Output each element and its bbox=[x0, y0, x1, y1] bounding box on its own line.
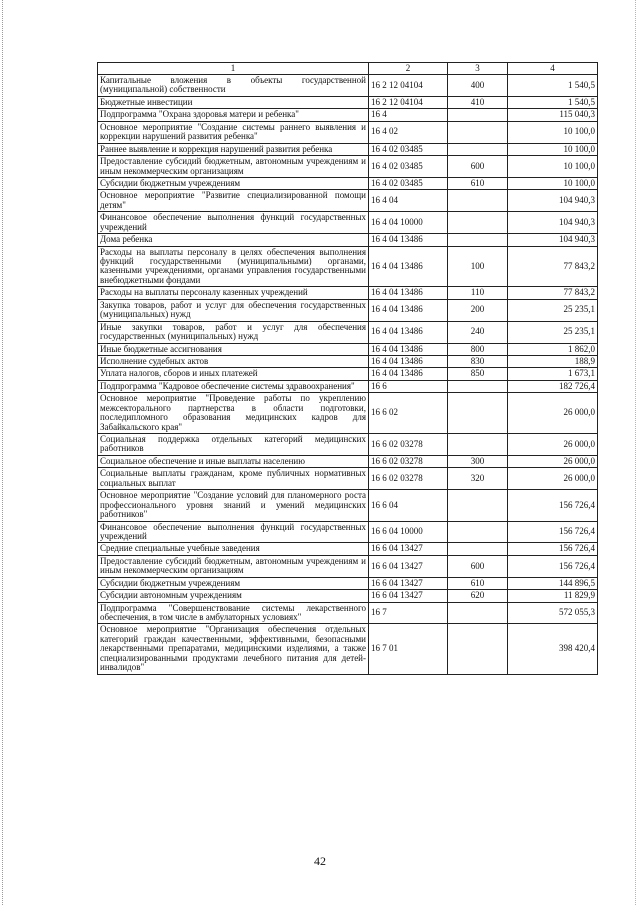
row-name: Расходы на выплаты персоналу в целях обеспечения выполнения функций государственными (муниципальными) органами, казенными учреждениями, органами управления государственными внебюджетными фондами bbox=[98, 246, 369, 287]
row-expense-type bbox=[448, 234, 508, 246]
row-expense-type bbox=[448, 624, 508, 674]
table-row bbox=[98, 543, 598, 555]
table-header-row bbox=[98, 63, 598, 75]
row-amount: 156 726,4 bbox=[508, 555, 598, 577]
row-amount: 10 100,0 bbox=[508, 121, 598, 143]
table-row bbox=[98, 109, 598, 121]
row-amount: 25 235,1 bbox=[508, 299, 598, 321]
budget-table bbox=[97, 62, 598, 675]
table-row bbox=[98, 246, 598, 287]
row-expense-type: 400 bbox=[448, 75, 508, 97]
row-expense-type: 610 bbox=[448, 177, 508, 189]
row-name: Уплата налогов, сборов и иных платежей bbox=[98, 368, 369, 380]
row-target-code: 16 4 02 03485 bbox=[369, 177, 448, 189]
row-name: Исполнение судебных актов bbox=[98, 355, 369, 367]
row-name: Субсидии автономным учреждениям bbox=[98, 590, 369, 602]
row-target-code: 16 4 02 03485 bbox=[369, 143, 448, 155]
row-target-code: 16 4 04 13486 bbox=[369, 368, 448, 380]
row-name: Закупка товаров, работ и услуг для обеспечения государственных (муниципальных) нужд bbox=[98, 299, 369, 321]
row-amount: 26 000,0 bbox=[508, 455, 598, 467]
table-row bbox=[98, 624, 598, 674]
page-number: 42 bbox=[314, 854, 326, 868]
row-name: Основное мероприятие "Организация обеспечения отдельных категорий граждан качественными, эффективными, безопасными лекарственными препаратами, медицинскими изделиями, а также специализированными продуктами лечебного питания для детей-инвалидов" bbox=[98, 624, 369, 674]
table-body bbox=[98, 75, 598, 675]
table-row bbox=[98, 590, 598, 602]
row-amount: 1 673,1 bbox=[508, 368, 598, 380]
row-target-code: 16 4 04 13486 bbox=[369, 287, 448, 299]
table-row bbox=[98, 368, 598, 380]
row-name: Основное мероприятие "Развитие специализированной помощи детям" bbox=[98, 190, 369, 212]
row-target-code: 16 4 04 13486 bbox=[369, 355, 448, 367]
table-row bbox=[98, 190, 598, 212]
row-expense-type bbox=[448, 393, 508, 434]
row-amount: 156 726,4 bbox=[508, 543, 598, 555]
row-name: Дома ребенка bbox=[98, 234, 369, 246]
row-name: Бюджетные инвестиции bbox=[98, 96, 369, 108]
row-name: Финансовое обеспечение выполнения функций государственных учреждений bbox=[98, 212, 369, 234]
col-header-code: 2 bbox=[369, 63, 448, 75]
row-amount: 1 862,0 bbox=[508, 343, 598, 355]
row-name: Социальные выплаты гражданам, кроме публичных нормативных социальных выплат bbox=[98, 468, 369, 490]
row-name: Расходы на выплаты персоналу казенных учреждений bbox=[98, 287, 369, 299]
row-name: Иные закупки товаров, работ и услуг для обеспечения государственных (муниципальных) нужд bbox=[98, 321, 369, 343]
row-target-code: 16 6 04 bbox=[369, 490, 448, 521]
table-row bbox=[98, 490, 598, 521]
row-target-code: 16 4 04 13486 bbox=[369, 234, 448, 246]
row-amount: 182 726,4 bbox=[508, 380, 598, 392]
row-name: Подпрограмма "Кадровое обеспечение системы здравоохранения" bbox=[98, 380, 369, 392]
table-row bbox=[98, 96, 598, 108]
row-target-code: 16 6 04 10000 bbox=[369, 521, 448, 543]
row-expense-type: 110 bbox=[448, 287, 508, 299]
row-expense-type: 410 bbox=[448, 96, 508, 108]
row-name: Предоставление субсидий бюджетным, автономным учреждениям и иным некоммерческим организациям bbox=[98, 555, 369, 577]
scan-edge-right bbox=[635, 0, 637, 905]
row-target-code: 16 4 02 03485 bbox=[369, 156, 448, 178]
row-expense-type: 200 bbox=[448, 299, 508, 321]
table-row bbox=[98, 143, 598, 155]
row-target-code: 16 6 02 03278 bbox=[369, 455, 448, 467]
row-expense-type: 620 bbox=[448, 590, 508, 602]
row-expense-type bbox=[448, 380, 508, 392]
row-name: Социальное обеспечение и иные выплаты населению bbox=[98, 455, 369, 467]
row-amount: 26 000,0 bbox=[508, 393, 598, 434]
row-amount: 26 000,0 bbox=[508, 468, 598, 490]
row-expense-type: 830 bbox=[448, 355, 508, 367]
table-row bbox=[98, 121, 598, 143]
row-amount: 25 235,1 bbox=[508, 321, 598, 343]
row-expense-type: 600 bbox=[448, 555, 508, 577]
row-target-code: 16 4 04 13486 bbox=[369, 246, 448, 287]
row-amount: 1 540,5 bbox=[508, 96, 598, 108]
row-target-code: 16 6 04 13427 bbox=[369, 590, 448, 602]
row-name: Субсидии бюджетным учреждениям bbox=[98, 177, 369, 189]
row-target-code: 16 7 bbox=[369, 602, 448, 624]
table-row bbox=[98, 602, 598, 624]
row-expense-type bbox=[448, 190, 508, 212]
row-expense-type: 600 bbox=[448, 156, 508, 178]
row-name: Капитальные вложения в объекты государственной (муниципальной) собственности bbox=[98, 75, 369, 97]
row-expense-type: 300 bbox=[448, 455, 508, 467]
row-name: Средние специальные учебные заведения bbox=[98, 543, 369, 555]
row-name: Подпрограмма "Охрана здоровья матери и ребенка" bbox=[98, 109, 369, 121]
row-target-code: 16 6 02 bbox=[369, 393, 448, 434]
row-expense-type: 320 bbox=[448, 468, 508, 490]
row-target-code: 16 4 02 bbox=[369, 121, 448, 143]
row-amount: 156 726,4 bbox=[508, 521, 598, 543]
row-target-code: 16 6 04 13427 bbox=[369, 577, 448, 589]
row-amount: 104 940,3 bbox=[508, 234, 598, 246]
row-amount: 77 843,2 bbox=[508, 246, 598, 287]
row-name: Иные бюджетные ассигнования bbox=[98, 343, 369, 355]
table-row bbox=[98, 321, 598, 343]
row-expense-type bbox=[448, 521, 508, 543]
table-row bbox=[98, 577, 598, 589]
table-row bbox=[98, 434, 598, 456]
row-name: Основное мероприятие "Проведение работы по укреплению межсекторального партнерства в области подготовки, последипломного образования медицинских кадров для Забайкальского края" bbox=[98, 393, 369, 434]
row-target-code: 16 7 01 bbox=[369, 624, 448, 674]
row-name: Основное мероприятие "Создание системы раннего выявления и коррекции нарушений развития ребенка" bbox=[98, 121, 369, 143]
row-target-code: 16 4 04 10000 bbox=[369, 212, 448, 234]
row-expense-type bbox=[448, 602, 508, 624]
row-target-code: 16 2 12 04104 bbox=[369, 96, 448, 108]
row-expense-type: 100 bbox=[448, 246, 508, 287]
row-target-code: 16 6 02 03278 bbox=[369, 434, 448, 456]
row-name: Раннее выявление и коррекция нарушений развития ребенка bbox=[98, 143, 369, 155]
row-target-code: 16 4 04 13486 bbox=[369, 299, 448, 321]
row-expense-type bbox=[448, 212, 508, 234]
row-amount: 11 829,9 bbox=[508, 590, 598, 602]
row-name: Основное мероприятие "Создание условий для планомерного роста профессионального уровня знаний и умений медицинских работников" bbox=[98, 490, 369, 521]
row-target-code: 16 6 04 13427 bbox=[369, 543, 448, 555]
table-row bbox=[98, 355, 598, 367]
row-amount: 104 940,3 bbox=[508, 190, 598, 212]
table-row bbox=[98, 75, 598, 97]
table-row bbox=[98, 380, 598, 392]
table-row bbox=[98, 156, 598, 178]
row-expense-type: 850 bbox=[448, 368, 508, 380]
table-row bbox=[98, 455, 598, 467]
row-target-code: 16 6 bbox=[369, 380, 448, 392]
row-amount: 115 040,3 bbox=[508, 109, 598, 121]
row-name: Финансовое обеспечение выполнения функций государственных учреждений bbox=[98, 521, 369, 543]
row-amount: 10 100,0 bbox=[508, 156, 598, 178]
row-target-code: 16 6 02 03278 bbox=[369, 468, 448, 490]
row-amount: 188,9 bbox=[508, 355, 598, 367]
row-target-code: 16 6 04 13427 bbox=[369, 555, 448, 577]
row-expense-type bbox=[448, 543, 508, 555]
row-expense-type: 240 bbox=[448, 321, 508, 343]
row-amount: 10 100,0 bbox=[508, 177, 598, 189]
row-expense-type bbox=[448, 143, 508, 155]
row-name: Предоставление субсидий бюджетным, автономным учреждениям и иным некоммерческим организациям bbox=[98, 156, 369, 178]
table-row bbox=[98, 299, 598, 321]
row-expense-type: 800 bbox=[448, 343, 508, 355]
table-row bbox=[98, 468, 598, 490]
row-amount: 144 896,5 bbox=[508, 577, 598, 589]
row-expense-type bbox=[448, 109, 508, 121]
row-expense-type bbox=[448, 121, 508, 143]
row-name: Подпрограмма "Совершенствование системы лекарственного обеспечения, в том числе в амбулаторных условиях" bbox=[98, 602, 369, 624]
table-row bbox=[98, 177, 598, 189]
row-amount: 156 726,4 bbox=[508, 490, 598, 521]
row-target-code: 16 4 04 13486 bbox=[369, 321, 448, 343]
scan-edge-left bbox=[2, 0, 4, 905]
table-row bbox=[98, 343, 598, 355]
table-row bbox=[98, 555, 598, 577]
col-header-amount: 4 bbox=[508, 63, 598, 75]
row-expense-type: 610 bbox=[448, 577, 508, 589]
row-expense-type bbox=[448, 434, 508, 456]
col-header-name: 1 bbox=[98, 63, 369, 75]
col-header-expense-type: 3 bbox=[448, 63, 508, 75]
row-target-code: 16 4 04 13486 bbox=[369, 343, 448, 355]
row-amount: 398 420,4 bbox=[508, 624, 598, 674]
row-target-code: 16 4 04 bbox=[369, 190, 448, 212]
table-row bbox=[98, 287, 598, 299]
row-amount: 77 843,2 bbox=[508, 287, 598, 299]
row-expense-type bbox=[448, 490, 508, 521]
row-amount: 104 940,3 bbox=[508, 212, 598, 234]
row-target-code: 16 4 bbox=[369, 109, 448, 121]
row-amount: 1 540,5 bbox=[508, 75, 598, 97]
table-row bbox=[98, 234, 598, 246]
table-row bbox=[98, 212, 598, 234]
table-row bbox=[98, 521, 598, 543]
row-amount: 26 000,0 bbox=[508, 434, 598, 456]
row-name: Субсидии бюджетным учреждениям bbox=[98, 577, 369, 589]
table-row bbox=[98, 393, 598, 434]
row-amount: 10 100,0 bbox=[508, 143, 598, 155]
row-target-code: 16 2 12 04104 bbox=[369, 75, 448, 97]
row-amount: 572 055,3 bbox=[508, 602, 598, 624]
row-name: Социальная поддержка отдельных категорий медицинских работников bbox=[98, 434, 369, 456]
